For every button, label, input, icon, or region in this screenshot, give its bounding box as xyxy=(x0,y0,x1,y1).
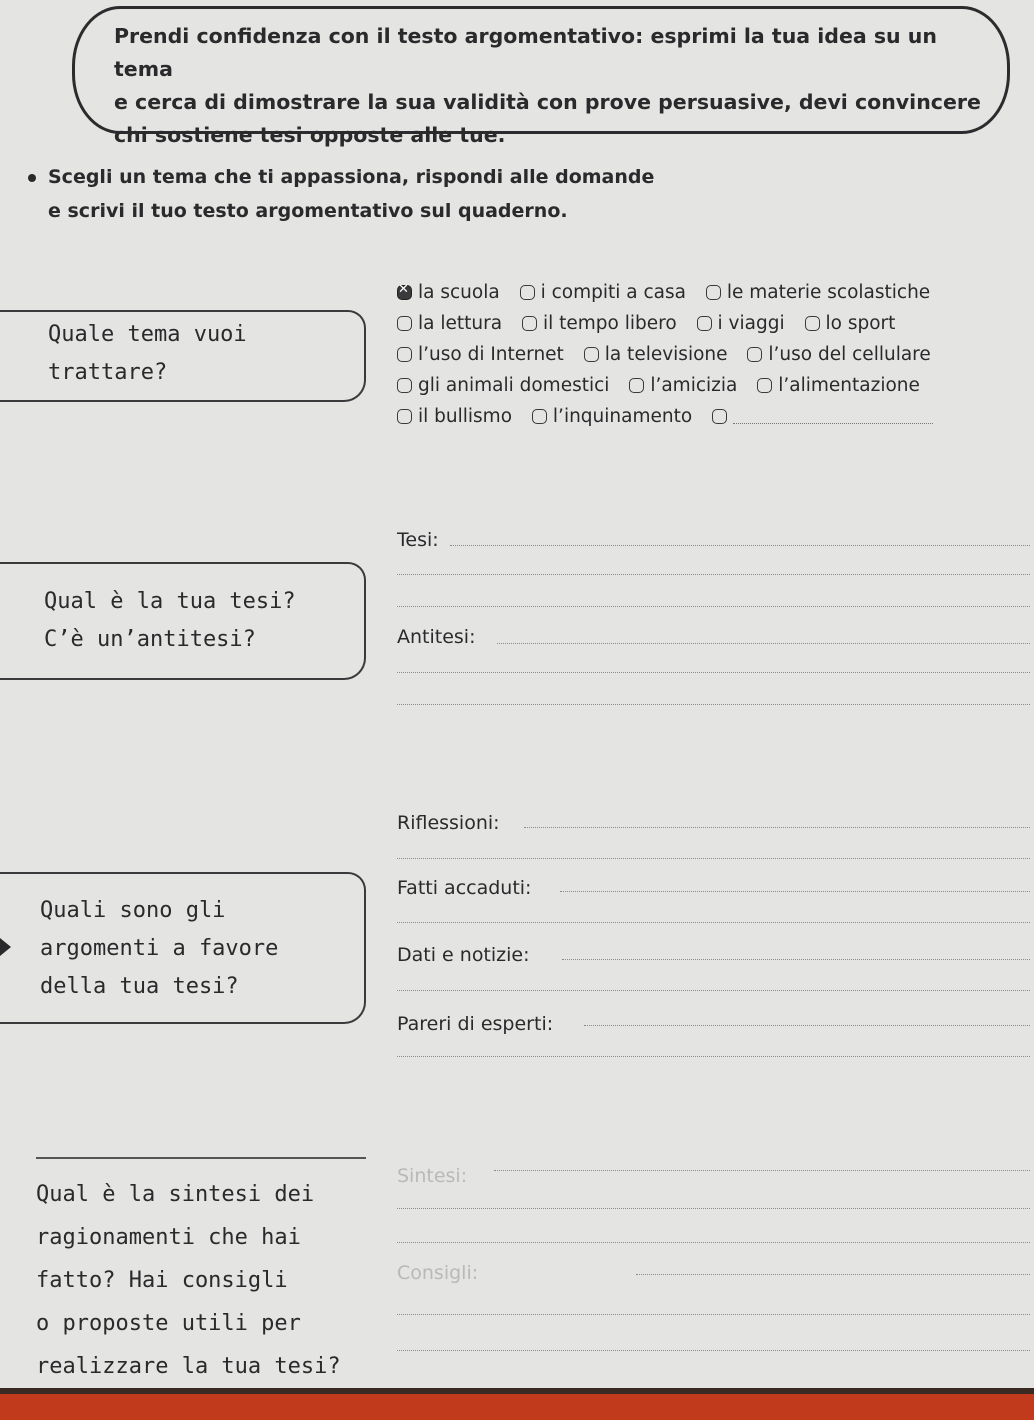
theme-option-label: il tempo libero xyxy=(542,313,677,334)
question-synthesis-line: realizzare la tua tesi? xyxy=(36,1354,341,1379)
checkbox[interactable] xyxy=(629,378,644,393)
checkbox[interactable] xyxy=(706,285,721,300)
checkbox[interactable] xyxy=(697,316,712,331)
theme-option-label: il bullismo xyxy=(418,406,513,427)
theme-option[interactable] xyxy=(706,282,930,303)
consigli-line[interactable] xyxy=(636,1274,1030,1275)
fatti-label: Fatti accaduti: xyxy=(397,877,532,899)
theme-option-other[interactable] xyxy=(712,409,933,424)
instruction-line: Scegli un tema che ti appassiona, rispondi alle domande xyxy=(48,166,655,188)
consigli-line[interactable] xyxy=(397,1314,1030,1315)
theme-option-label: i compiti a casa xyxy=(540,282,686,303)
theme-options-row xyxy=(397,375,934,405)
theme-option-label: i viaggi xyxy=(717,313,785,334)
theme-option-label: la lettura xyxy=(418,313,503,334)
question-theme-line: Quale tema vuoi xyxy=(48,322,247,347)
theme-option-label: l’inquinamento xyxy=(552,406,693,427)
theme-option-label: gli animali domestici xyxy=(418,375,610,396)
theme-option-label: la scuola xyxy=(418,282,500,303)
question-arguments xyxy=(40,892,278,1006)
fatti-line[interactable] xyxy=(560,891,1030,892)
checkbox-checked[interactable] xyxy=(397,285,412,300)
pareri-label: Pareri di esperti: xyxy=(397,1013,554,1035)
antitesi-line[interactable] xyxy=(497,643,1030,644)
checkbox[interactable] xyxy=(747,347,762,362)
desk-edge xyxy=(0,1388,1034,1420)
theme-options-row xyxy=(397,406,947,436)
question-theme xyxy=(48,316,247,392)
intro-text xyxy=(114,20,984,152)
riflessioni-line[interactable] xyxy=(524,827,1030,828)
theme-options-row xyxy=(397,313,909,343)
theme-option[interactable] xyxy=(397,344,564,365)
bullet-icon xyxy=(28,174,36,182)
dati-label: Dati e notizie: xyxy=(397,944,530,966)
theme-option-label: la televisione xyxy=(604,344,728,365)
checkbox[interactable] xyxy=(522,316,537,331)
theme-option[interactable] xyxy=(584,344,728,365)
theme-option-label: l’uso di Internet xyxy=(418,344,564,365)
question-arguments-line: argomenti a favore xyxy=(40,936,279,961)
instruction-line: e scrivi il tuo testo argomentativo sul quaderno. xyxy=(48,200,568,222)
theme-option-label: lo sport xyxy=(825,313,896,334)
theme-option[interactable] xyxy=(747,344,930,365)
question-arguments-line: Quali sono gli xyxy=(40,898,226,923)
theme-option[interactable] xyxy=(397,282,500,303)
theme-option-label: l’alimentazione xyxy=(778,375,920,396)
intro-line: Prendi confidenza con il testo argomentativo: esprimi la tua idea su un tema xyxy=(114,24,937,81)
question-thesis xyxy=(44,583,296,659)
checkbox[interactable] xyxy=(757,378,772,393)
checkbox[interactable] xyxy=(397,316,412,331)
theme-option-label: le materie scolastiche xyxy=(726,282,931,303)
question-theme-line: trattare? xyxy=(48,360,168,385)
sintesi-line[interactable] xyxy=(397,1208,1030,1209)
riflessioni-label: Riflessioni: xyxy=(397,812,500,834)
question-arguments-line: della tua tesi? xyxy=(40,974,239,999)
checkbox[interactable] xyxy=(520,285,535,300)
instruction-text xyxy=(48,160,668,228)
pareri-line[interactable] xyxy=(584,1025,1030,1026)
checkbox[interactable] xyxy=(712,409,727,424)
instruction xyxy=(28,160,668,228)
antitesi-label: Antitesi: xyxy=(397,626,476,648)
checkbox[interactable] xyxy=(584,347,599,362)
tesi-line[interactable] xyxy=(397,574,1030,575)
theme-options-row xyxy=(397,344,945,374)
question-thesis-line: C’è un’antitesi? xyxy=(44,627,256,652)
theme-option[interactable] xyxy=(697,313,785,334)
dati-line[interactable] xyxy=(397,990,1030,991)
sintesi-line[interactable] xyxy=(397,1242,1030,1243)
sintesi-line[interactable] xyxy=(494,1170,1030,1171)
theme-option-label: l’amicizia xyxy=(650,375,738,396)
question-thesis-line: Qual è la tua tesi? xyxy=(44,589,296,614)
tesi-line[interactable] xyxy=(450,545,1030,546)
theme-option[interactable] xyxy=(397,375,609,396)
antitesi-line[interactable] xyxy=(397,704,1030,705)
sintesi-label: Sintesi: xyxy=(397,1165,468,1187)
question-box-synthesis xyxy=(36,1157,366,1159)
theme-option-label: l’uso del cellulare xyxy=(768,344,931,365)
question-synthesis xyxy=(36,1173,341,1388)
theme-option[interactable] xyxy=(629,375,737,396)
theme-options-row xyxy=(397,282,944,312)
consigli-line[interactable] xyxy=(397,1350,1030,1351)
theme-option[interactable] xyxy=(397,406,512,427)
theme-option[interactable] xyxy=(520,282,686,303)
arrow-icon xyxy=(0,938,11,956)
question-synthesis-line: ragionamenti che hai xyxy=(36,1225,301,1250)
theme-option[interactable] xyxy=(805,313,896,334)
theme-option[interactable] xyxy=(757,375,920,396)
theme-option[interactable] xyxy=(397,313,502,334)
theme-other-line[interactable] xyxy=(733,409,933,424)
question-synthesis-line: Qual è la sintesi dei xyxy=(36,1182,315,1207)
pareri-line[interactable] xyxy=(397,1056,1030,1057)
checkbox[interactable] xyxy=(397,347,412,362)
riflessioni-line[interactable] xyxy=(397,858,1030,859)
intro-line: chi sostiene tesi opposte alle tue. xyxy=(114,123,506,147)
tesi-label: Tesi: xyxy=(397,529,439,551)
tesi-line[interactable] xyxy=(397,606,1030,607)
checkbox[interactable] xyxy=(805,316,820,331)
fatti-line[interactable] xyxy=(397,922,1030,923)
intro-line: e cerca di dimostrare la sua validità con prove persuasive, devi convincere xyxy=(114,90,981,114)
checkbox[interactable] xyxy=(532,409,547,424)
antitesi-line[interactable] xyxy=(397,672,1030,673)
checkbox[interactable] xyxy=(397,409,412,424)
question-synthesis-line: fatto? Hai consigli xyxy=(36,1268,288,1293)
theme-option[interactable] xyxy=(532,406,692,427)
dati-line[interactable] xyxy=(562,959,1030,960)
theme-option[interactable] xyxy=(522,313,677,334)
question-synthesis-line: o proposte utili per xyxy=(36,1311,301,1336)
consigli-label: Consigli: xyxy=(397,1262,479,1284)
checkbox[interactable] xyxy=(397,378,412,393)
